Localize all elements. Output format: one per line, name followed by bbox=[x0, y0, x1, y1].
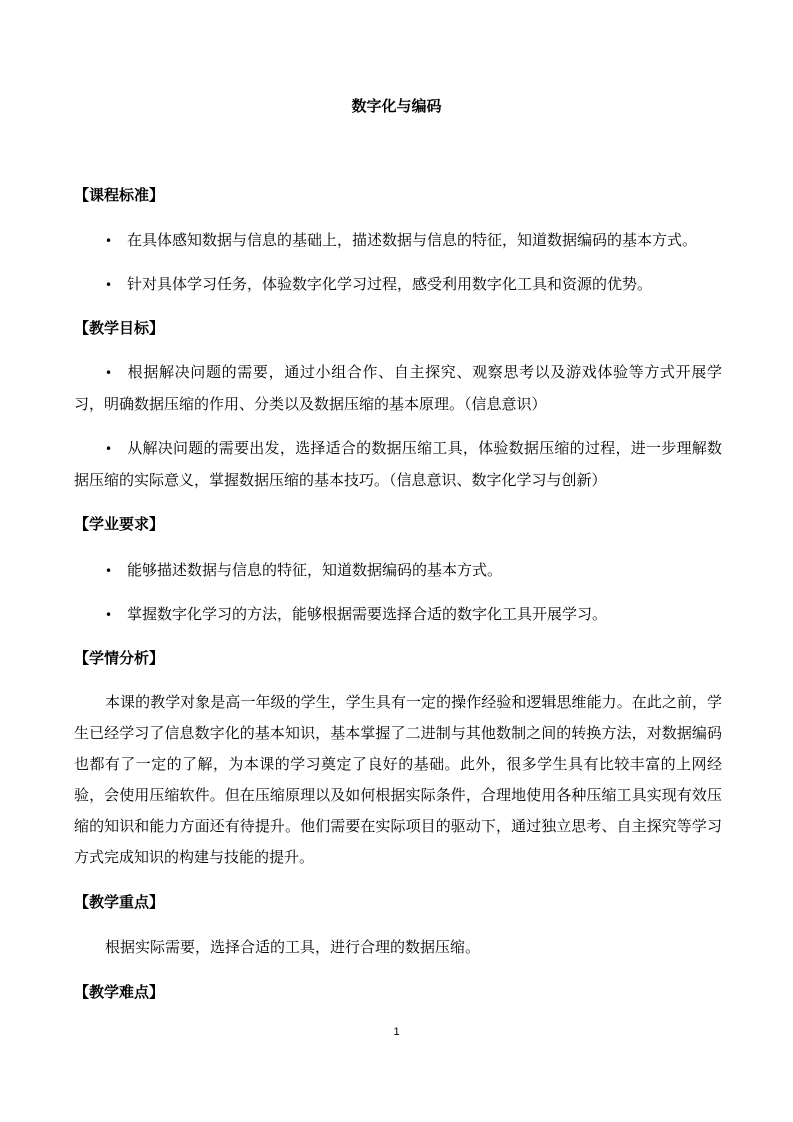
bullet-icon: • bbox=[105, 564, 113, 578]
heading-course-standard: 【课程标准】 bbox=[74, 186, 165, 204]
heading-learner-analysis: 【学情分析】 bbox=[74, 649, 165, 667]
list-item bbox=[105, 560, 502, 581]
list-item bbox=[105, 274, 652, 295]
bullet-icon: • bbox=[105, 442, 113, 456]
bullet-icon: • bbox=[105, 278, 113, 292]
learner-analysis-text: 本课的教学对象是高一年级的学生，学生具有一定的操作经验和逻辑思维能力。在此之前，学生已经学习了信息数字化的基本知识，基本掌握了二进制与其他数制之间的转换方法，对数据编码也都有了一定的了解，为本课的学习奠定了良好的基础。此外，很多学生具有比较丰富的上网经验，会使用压缩软件。但在压缩原理以及如何根据实际条件，合理地使用各种压缩工具实现有效压缩的知识和能力方面还有待提升。他们需要在实际项目的驱动下，通过独立思考、自主探究等学习方式完成知识的构建与技能的提升。 bbox=[74, 693, 722, 866]
heading-difficulties: 【教学难点】 bbox=[74, 983, 165, 1001]
bullet-icon: • bbox=[105, 608, 113, 622]
list-item-text: 根据解决问题的需要，通过小组合作、自主探究、观察思考以及游戏体验等方式开展学习，明确数据压缩的作用、分类以及数据压缩的基本原理。（信息意识） bbox=[74, 363, 722, 413]
bullet-icon: • bbox=[105, 234, 113, 248]
list-item-text: 能够描述数据与信息的特征，知道数据编码的基本方式。 bbox=[127, 561, 503, 579]
heading-academic-requirements: 【学业要求】 bbox=[74, 515, 165, 533]
list-item bbox=[105, 230, 697, 251]
list-item bbox=[74, 433, 722, 496]
page-number: 1 bbox=[393, 1026, 400, 1038]
key-points-text: 根据实际需要，选择合适的工具，进行合理的数据压缩。 bbox=[105, 938, 481, 956]
bullet-icon: • bbox=[105, 366, 113, 380]
list-item bbox=[105, 604, 607, 625]
page-title: 数字化与编码 bbox=[351, 97, 442, 115]
list-item bbox=[74, 357, 722, 420]
heading-key-points: 【教学重点】 bbox=[74, 893, 165, 911]
list-item-text: 掌握数字化学习的方法，能够根据需要选择合适的数字化工具开展学习。 bbox=[127, 605, 608, 623]
list-item-text: 从解决问题的需要出发，选择适合的数据压缩工具，体验数据压缩的过程，进一步理解数据压缩的实际意义，掌握数据压缩的基本技巧。（信息意识、数字化学习与创新） bbox=[74, 439, 722, 489]
heading-teaching-goals: 【教学目标】 bbox=[74, 319, 165, 337]
list-item-text: 针对具体学习任务，体验数字化学习过程，感受利用数字化工具和资源的优势。 bbox=[127, 275, 653, 293]
list-item-text: 在具体感知数据与信息的基础上，描述数据与信息的特征，知道数据编码的基本方式。 bbox=[127, 231, 698, 249]
